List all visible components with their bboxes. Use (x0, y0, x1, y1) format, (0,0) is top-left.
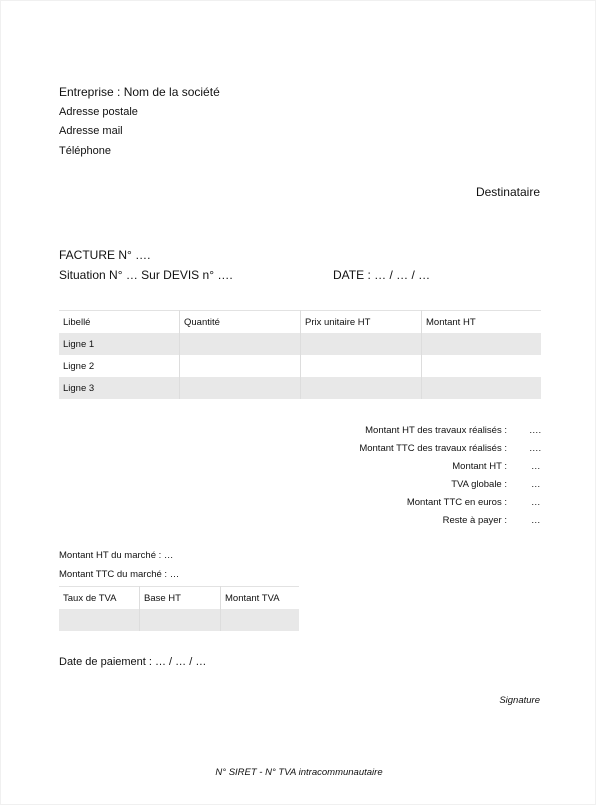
table-cell (422, 377, 542, 399)
total-value: … (531, 479, 541, 490)
table-header-row (59, 587, 299, 610)
email-address: Adresse mail (59, 125, 123, 137)
recipient: Destinataire (475, 185, 540, 199)
table-cell (422, 333, 542, 355)
table-cell (180, 333, 301, 355)
total-label: Montant HT : (452, 461, 507, 472)
phone-number: Téléphone (59, 145, 111, 157)
column-header: Taux de TVA (59, 587, 140, 610)
total-label: Montant HT des travaux réalisés : (365, 425, 507, 436)
total-label: TVA globale : (451, 479, 507, 490)
table-cell: Ligne 2 (59, 355, 180, 377)
total-value: … (531, 497, 541, 508)
table-cell: Ligne 3 (59, 377, 180, 399)
column-header: Quantité (180, 311, 301, 334)
table-row (59, 333, 541, 355)
payment-date: Date de paiement : … / … / … (59, 656, 207, 668)
table-cell (422, 355, 542, 377)
total-label: Reste à payer : (442, 515, 507, 526)
total-value: …. (529, 443, 542, 454)
table-row (59, 355, 541, 377)
column-header: Prix unitaire HT (301, 311, 422, 334)
table-row (59, 609, 299, 631)
total-value: … (531, 515, 541, 526)
table-cell (180, 377, 301, 399)
company-name: Entreprise : Nom de la société (59, 85, 220, 99)
invoice-number: FACTURE N° …. (59, 248, 151, 262)
table-cell: Ligne 1 (59, 333, 180, 355)
table-cell (301, 377, 422, 399)
postal-address: Adresse postale (59, 106, 138, 118)
column-header: Libellé (59, 311, 180, 334)
total-value: …. (529, 425, 542, 436)
table-cell (301, 333, 422, 355)
situation-quote: Situation N° … Sur DEVIS n° …. (59, 268, 233, 282)
table-row (59, 377, 541, 399)
total-value: … (531, 461, 541, 472)
vat-table (59, 586, 299, 631)
total-label: Montant TTC en euros : (406, 497, 507, 508)
table-cell (140, 609, 221, 631)
market-ttc: Montant TTC du marché : … (59, 569, 180, 580)
column-header: Montant TVA (221, 587, 300, 610)
lines-table (59, 310, 541, 399)
total-label: Montant TTC des travaux réalisés : (359, 443, 507, 454)
table-header-row (59, 311, 541, 334)
table-cell (221, 609, 300, 631)
footer-siret: N° SIRET - N° TVA intracommunautaire (215, 767, 383, 778)
table-cell (59, 609, 140, 631)
invoice-date: DATE : … / … / … (333, 268, 431, 282)
column-header: Montant HT (422, 311, 542, 334)
column-header: Base HT (140, 587, 221, 610)
signature-label: Signature (499, 695, 540, 706)
table-cell (301, 355, 422, 377)
table-cell (180, 355, 301, 377)
market-ht: Montant HT du marché : … (59, 550, 174, 561)
